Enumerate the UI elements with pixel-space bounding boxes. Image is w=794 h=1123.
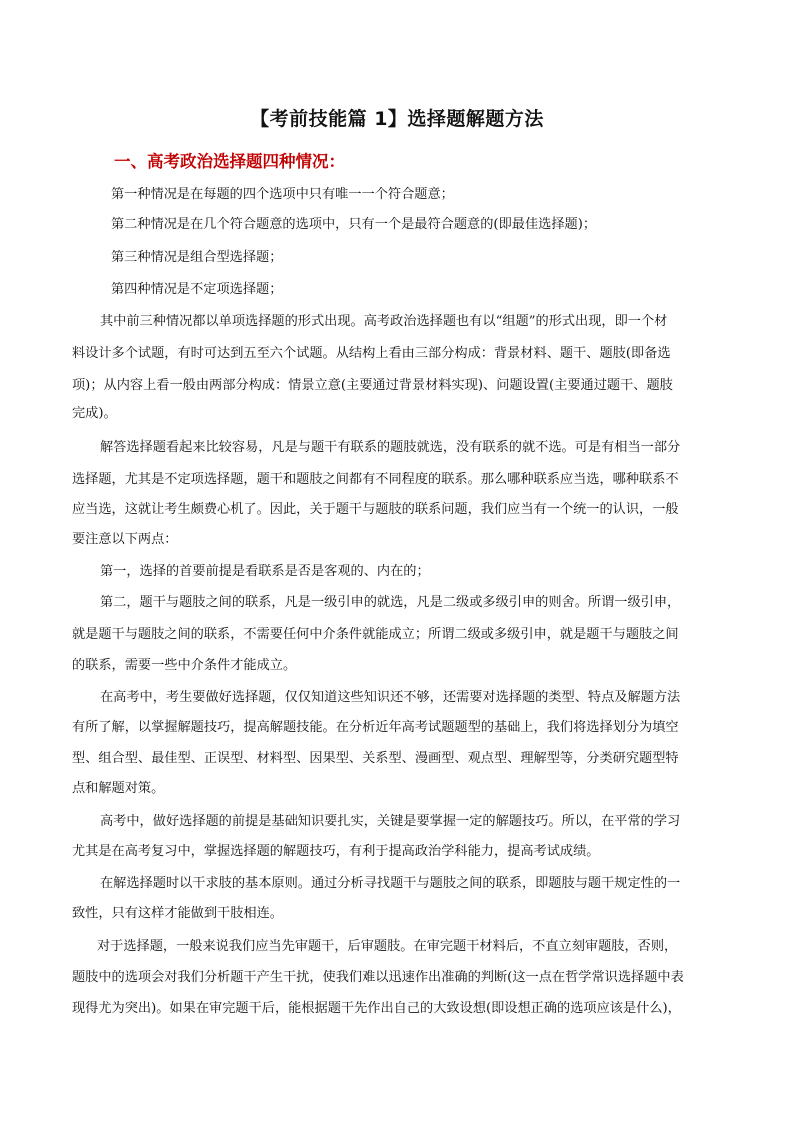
paragraph-line: 点和解题对策。 xyxy=(72,781,165,796)
paragraph-line: 其中前三种情况都以单项选择题的形式出现。高考政治选择题也有以“组题”的形式出现，即一个材 xyxy=(100,314,668,329)
paragraph-line: 对于选择题，一般来说我们应当先审题干，后审题肢。在审完题干材料后，不直立刻审题肢，否则， xyxy=(97,939,678,954)
paragraph-line: 题肢中的选项会对我们分析题干产生干扰，使我们难以迅速作出准确的判断(这一点在哲学常识选择题中表 xyxy=(72,970,684,985)
paragraph-line: 在高考中，考生要做好选择题，仅仅知道这些知识还不够，还需要对选择题的类型、特点及解题方法 xyxy=(100,690,681,705)
paragraph-line: 就是题干与题肢之间的联系，不需要任何中介条件就能成立；所谓二级或多级引申，就是题干与题肢之间 xyxy=(72,627,679,642)
case-line-3: 第三种情况是组合型选择题； xyxy=(111,250,283,265)
paragraph-line: 在解选择题时以干求肢的基本原则。通过分析寻找题干与题肢之间的联系，即题肢与题干规定性的一 xyxy=(100,876,681,891)
paragraph-line: 高考中，做好选择题的前提是基础知识要扎实，关键是要掌握一定的解题技巧。所以，在平常的学习 xyxy=(100,814,681,829)
paragraph-line: 现得尤为突出)。如果在审完题干后，能根据题干先作出自己的大致设想(即设想正确的选项应该是什么)， xyxy=(72,1001,681,1016)
paragraph-line: 解答选择题看起来比较容易，凡是与题干有联系的题肢就选，没有联系的就不选。可是有相当一部分 xyxy=(100,440,681,455)
paragraph-line: 致性，只有这样才能做到干肢相连。 xyxy=(72,906,283,921)
page-title: 【考前技能篇 1】选择题解题方法 xyxy=(250,108,544,130)
case-line-1: 第一种情况是在每题的四个选项中只有唯一一个符合题意； xyxy=(111,187,454,202)
paragraph-line: 料设计多个试题，有时可达到五至六个试题。从结构上看由三部分构成：背景材料、题干、题肢(即备选 xyxy=(72,346,671,361)
case-line-4: 第四种情况是不定项选择题； xyxy=(111,282,283,297)
paragraph-line: 的联系，需要一些中介条件才能成立。 xyxy=(72,658,297,673)
paragraph-line: 有所了解，以掌握解题技巧，提高解题技能。在分析近年高考试题题型的基础上，我们将选择划分为填空 xyxy=(72,720,679,735)
paragraph-line: 项)；从内容上看一般由两部分构成：情景立意(主要通过背景材料实现)、问题设置(主要通过题干、题肢 xyxy=(72,378,673,393)
paragraph-line: 尤其是在高考复习中，掌握选择题的解题技巧，有利于提高政治学科能力，提高考试成绩。 xyxy=(72,844,600,859)
section-heading: 一、高考政治选择题四种情况： xyxy=(114,152,345,171)
paragraph-line: 完成)。 xyxy=(72,406,117,421)
paragraph-line: 第一，选择的首要前提是看联系是否是客观的、内在的； xyxy=(100,564,430,579)
case-line-2: 第二种情况是在几个符合题意的选项中，只有一个是最符合题意的(即最佳选择题)； xyxy=(111,217,597,232)
paragraph-line: 应当选，这就让考生颇费心机了。因此，关于题干与题肢的联系问题，我们应当有一个统一的认识，一般 xyxy=(72,502,679,517)
paragraph-line: 选择题，尤其是不定项选择题，题干和题肢之间都有不同程度的联系。那么哪种联系应当选，哪种联系不 xyxy=(72,472,679,487)
paragraph-line: 第二，题干与题肢之间的联系，凡是一级引申的就选，凡是二级或多级引申的则舍。所谓一级引申， xyxy=(100,595,681,610)
paragraph-line: 型、组合型、最佳型、正误型、材料型、因果型、关系型、漫画型、观点型、理解型等，分类研究题型特 xyxy=(72,751,679,766)
paragraph-line: 要注意以下两点： xyxy=(72,532,178,547)
